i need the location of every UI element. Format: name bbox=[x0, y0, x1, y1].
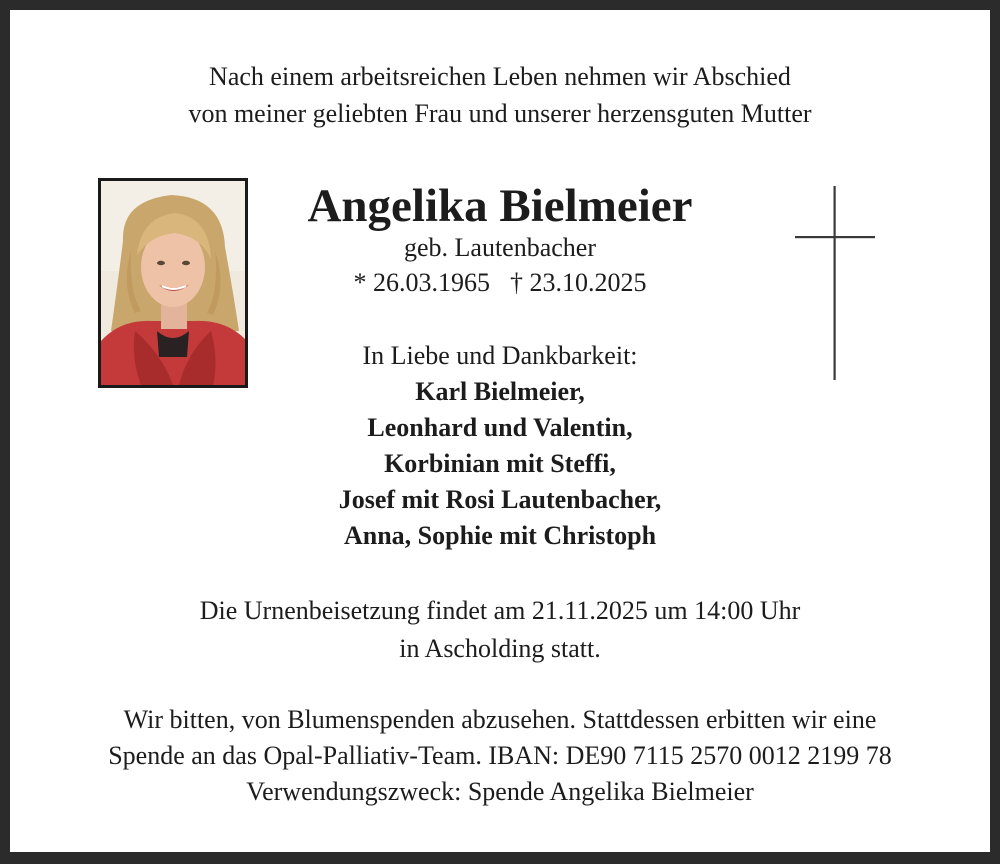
mourner-name: Korbinian mit Steffi, bbox=[384, 449, 616, 478]
mourners-intro: In Liebe und Dankbarkeit: bbox=[362, 341, 638, 370]
intro-line-1: Nach einem arbeitsreichen Leben nehmen wir Abschied bbox=[209, 62, 791, 91]
death-date: † 23.10.2025 bbox=[510, 268, 647, 297]
obituary-card bbox=[10, 10, 990, 852]
donation-line-2: Spende an das Opal-Palliativ-Team. IBAN: DE90 7115 2570 0012 2199 78 bbox=[108, 741, 892, 770]
funeral-line-2: in Ascholding statt. bbox=[399, 634, 601, 663]
intro-line-2: von meiner geliebten Frau und unserer herzensguten Mutter bbox=[188, 99, 812, 128]
birth-date: * 26.03.1965 bbox=[353, 268, 490, 297]
donation-line-3: Verwendungszweck: Spende Angelika Bielmeier bbox=[246, 777, 754, 806]
maiden-name: geb. Lautenbacher bbox=[403, 233, 596, 262]
mourner-name: Anna, Sophie mit Christoph bbox=[343, 521, 657, 550]
deceased-name: Angelika Bielmeier bbox=[307, 180, 693, 232]
intro-text bbox=[10, 58, 990, 132]
funeral-line-1: Die Urnenbeisetzung findet am 21.11.2025 um 14:00 Uhr bbox=[199, 596, 801, 625]
mourner-name: Josef mit Rosi Lautenbacher, bbox=[338, 485, 662, 514]
donation-info bbox=[10, 702, 990, 810]
mourner-name: Leonhard und Valentin, bbox=[367, 413, 633, 442]
mourners-block bbox=[10, 338, 990, 554]
funeral-info bbox=[10, 592, 990, 668]
donation-line-1: Wir bitten, von Blumenspenden abzusehen. Stattdessen erbitten wir eine bbox=[123, 705, 877, 734]
mourner-name: Karl Bielmeier, bbox=[415, 377, 585, 406]
